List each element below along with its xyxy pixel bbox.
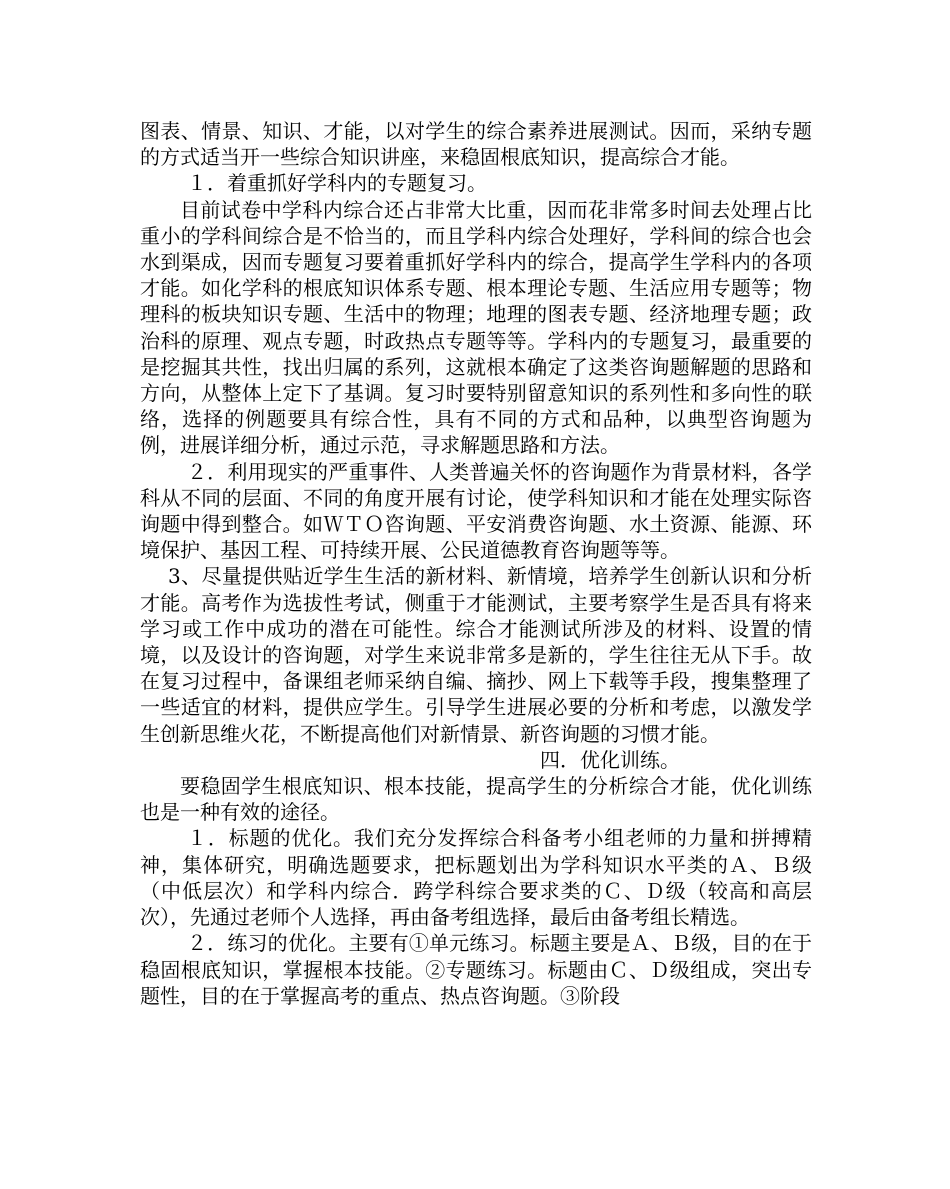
paragraph-training-intro: 要稳固学生根底知识、根本技能，提高学生的分析综合才能，优化训练也是一种有效的途径。: [140, 774, 812, 825]
paragraph-subheading-1: １．着重抓好学科内的专题复习。: [187, 171, 487, 196]
paragraph-title-optimization: １．标题的优化。我们充分发挥综合科备考小组老师的力量和拼搏精神，集体研究，明确选题要求，把标题划出为学科知识水平类的Ａ、Ｂ级（中低层次）和学科内综合．跨学科综合要求类的Ｃ、Ｄ级（较高和高层次），先通过老师个人选择，再由备考组选择，最后由备考组长精选。: [140, 826, 812, 930]
paragraph-item-3: 3、尽量提供贴近学生生活的新材料、新情境，培养学生创新认识和分析才能。高考作为选拔性考试，侧重于才能测试，主要考察学生是否具有将来学习或工作中成功的潜在可能性。综合才能测试所涉及的材料、设置的情境，以及设计的咨询题，对学生来说非常多是新的，学生往往无从下手。故在复习过程中，备课组老师采纳自编、摘抄、网上下载等手段，搜集整理了一些适宜的材料，提供应学生。引导学生进展必要的分析和考虑，以激发学生创新思维火花，不断提高他们对新情景、新咨询题的习惯才能。: [140, 564, 812, 746]
paragraph-subject-review: 目前试卷中学科内综合还占非常大比重，因而花非常多时间去处理占比重小的学科间综合是不恰当的，而且学科内综合处理好，学科间的综合也会水到渠成，因而专题复习要着重抓好学科内的综合，提高学生学科内的各项才能。如化学科的根底知识体系专题、根本理论专题、生活应用专题等；物理科的板块知识专题、生活中的物理；地理的图表专题、经济地理专题；政治科的原理、观点专题，时政热点专题等等。学科内的专题复习，最重要的是挖掘其共性，找出归属的系列，这就根本确定了这类咨询题解题的思路和方向，从整体上定下了基调。复习时要特别留意知识的系列性和多向性的联络，选择的例题要具有综合性，具有不同的方式和品种，以典型咨询题为例，进展详细分析，通过示范，寻求解题思路和方法。: [140, 197, 812, 458]
paragraph-practice-optimization: ２．练习的优化。主要有①单元练习。标题主要是Ａ、Ｂ级，目的在于稳固根底知识，掌握根本技能。②专题练习。标题由Ｃ、Ｄ级组成，突出专题性，目的在于掌握高考的重点、热点咨询题。③阶段: [140, 931, 812, 1008]
paragraph-intro: 图表、情景、知识、才能，以对学生的综合素养进展测试。因而，采纳专题的方式适当开一些综合知识讲座，来稳固根底知识，提高综合才能。: [140, 119, 812, 170]
section-heading: 四．优化训练。: [540, 747, 680, 772]
paragraph-item-2: ２．利用现实的严重事件、人类普遍关怀的咨询题作为背景材料，各学科从不同的层面、不同的角度开展有讨论，使学科知识和才能在处理实际咨询题中得到整合。如ＷＴＯ咨询题、平安消费咨询题、水土资源、能源、环境保护、基因工程、可持续开展、公民道德教育咨询题等等。: [140, 459, 812, 563]
document-body: [140, 118, 812, 1009]
